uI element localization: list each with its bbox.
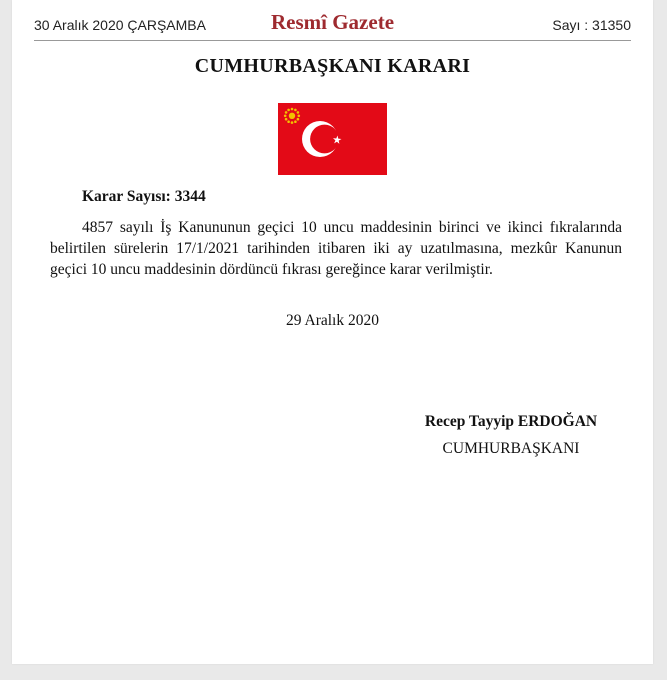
presidential-flag-icon bbox=[278, 103, 387, 175]
decision-number: Karar Sayısı: 3344 bbox=[82, 188, 206, 205]
decision-date: 29 Aralık 2020 bbox=[286, 312, 379, 329]
header-divider bbox=[34, 40, 631, 41]
gazette-title: Resmî Gazete bbox=[270, 10, 395, 34]
header-date: 30 Aralık 2020 ÇARŞAMBA bbox=[34, 17, 206, 33]
document-heading: CUMHURBAŞKANI KARARI bbox=[194, 55, 471, 77]
issue-number: Sayı : 31350 bbox=[552, 17, 631, 33]
gazette-page bbox=[12, 0, 653, 664]
decision-body: 4857 sayılı İş Kanununun geçici 10 uncu maddesinin birinci ve ikinci fıkralarında belirtilen sürelerin 17/1/2021 tarihinden itibaren iki ay uzatılmasına, mezkûr Kanunun geçici 10 uncu maddesinin dördüncü fıkrası gereğince karar verilmiştir. bbox=[50, 219, 622, 278]
signer-name: Recep Tayyip ERDOĞAN bbox=[424, 413, 598, 430]
signer-title: CUMHURBAŞKANI bbox=[442, 440, 580, 457]
